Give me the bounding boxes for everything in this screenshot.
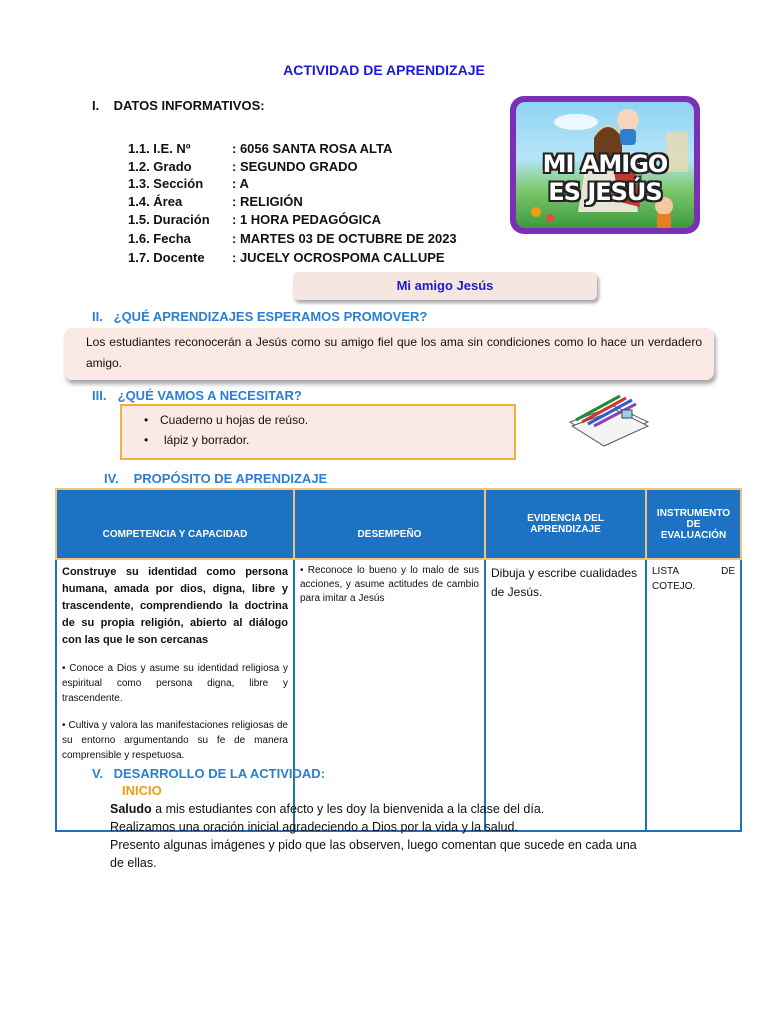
page-title: ACTIVIDAD DE APRENDIZAJE bbox=[283, 62, 485, 78]
paragraph-line: Realizamos una oración inicial agradeciendo a Dios por la vida y la salud. bbox=[110, 820, 518, 834]
info-label: 1.5. Duración bbox=[128, 212, 210, 227]
competencia-cell bbox=[56, 559, 294, 831]
lesson-banner-image bbox=[510, 96, 700, 234]
column-header: COMPETENCIA Y CAPACIDAD bbox=[56, 489, 294, 559]
instrumento-cell bbox=[646, 559, 741, 831]
section-title: PROPÓSITO DE APRENDIZAJE bbox=[133, 471, 328, 486]
banner-scene bbox=[516, 102, 694, 228]
evidencia-text: Dibuja y escribe cualidades de Jesús. bbox=[491, 566, 638, 599]
section-2-heading bbox=[92, 309, 427, 324]
info-label: 1.2. Grado bbox=[128, 159, 192, 174]
materials-list bbox=[120, 404, 516, 460]
evidencia-cell bbox=[485, 559, 646, 831]
material-text: Cuaderno u hojas de reúso. bbox=[160, 413, 309, 427]
section-4-heading bbox=[104, 471, 327, 486]
section-title: DATOS INFORMATIVOS: bbox=[113, 98, 265, 113]
info-value: : 1 HORA PEDAGÓGICA bbox=[232, 212, 382, 227]
info-row bbox=[128, 141, 392, 159]
bullet-icon: • bbox=[144, 413, 149, 427]
section-title: ¿QUÉ VAMOS A NECESITAR? bbox=[117, 388, 302, 403]
paragraph-line bbox=[110, 800, 650, 818]
greeting-bold-word: Saludo bbox=[110, 802, 152, 816]
info-label: 1.4. Área bbox=[128, 194, 183, 209]
section-number: IV. bbox=[104, 471, 119, 486]
capacidad-item: • Cultiva y valora las manifestaciones religiosas de su entorno argumentando su fe de manera comprensible y respetuosa. bbox=[62, 720, 288, 761]
section-title: DESARROLLO DE LA ACTIVIDAD: bbox=[113, 766, 325, 781]
info-value: : SEGUNDO GRADO bbox=[232, 159, 358, 174]
info-value: : 6056 SANTA ROSA ALTA bbox=[232, 141, 393, 156]
paragraph-line: Presento algunas imágenes y pido que las observen, luego comentan que sucede en cada una de ellas. bbox=[110, 838, 637, 870]
section-number: I. bbox=[92, 98, 100, 113]
info-row bbox=[128, 231, 457, 249]
section-number: III. bbox=[92, 388, 107, 403]
notebook-pencils-icon bbox=[562, 388, 652, 450]
info-label: 1.3. Sección bbox=[128, 176, 204, 191]
inicio-heading: INICIO bbox=[122, 783, 162, 798]
info-label: 1.7. Docente bbox=[128, 250, 205, 265]
info-value: : RELIGIÓN bbox=[232, 194, 303, 209]
info-row bbox=[128, 159, 358, 177]
list-item bbox=[144, 430, 514, 450]
material-text: lápiz y borrador. bbox=[164, 433, 250, 447]
list-item bbox=[144, 410, 514, 430]
info-row bbox=[128, 250, 445, 268]
column-header: EVIDENCIA DEL APRENDIZAJE bbox=[485, 489, 646, 559]
info-label: 1.1. I.E. Nº bbox=[128, 141, 191, 156]
info-row bbox=[128, 212, 381, 230]
section-1-heading bbox=[92, 98, 265, 113]
instrumento-text: LISTA DE COTEJO. bbox=[652, 566, 735, 592]
column-header: INSTRUMENTO DE EVALUACIÓN bbox=[646, 489, 741, 559]
section-title: ¿QUÉ APRENDIZAJES ESPERAMOS PROMOVER? bbox=[113, 309, 428, 324]
info-value: : MARTES 03 DE OCTUBRE DE 2023 bbox=[232, 231, 457, 246]
competencia-text: Construye su identidad como persona humana, amada por dios, digna, libre y trascendente, comprendiendo la doctrina de su propia religión, abierto al diálogo con las que le son cercanas bbox=[62, 566, 288, 646]
banner-title-line2: ES JESÚS bbox=[548, 178, 662, 206]
lesson-subtitle: Mi amigo Jesús bbox=[293, 272, 597, 300]
section-number: II. bbox=[92, 309, 103, 324]
table-header-row bbox=[56, 489, 741, 559]
desempeno-cell bbox=[294, 559, 485, 831]
info-row bbox=[128, 194, 303, 212]
bullet-icon: • bbox=[144, 433, 149, 447]
info-label: 1.6. Fecha bbox=[128, 231, 191, 246]
section-3-heading bbox=[92, 388, 302, 403]
capacidad-item: • Conoce a Dios y asume su identidad religiosa y espiritual como persona digna, libre y trascendente. bbox=[62, 663, 288, 704]
info-value: : A bbox=[232, 176, 249, 191]
greeting-text: a mis estudiantes con afecto y les doy la bienvenida a la clase del día. bbox=[151, 802, 545, 816]
info-row bbox=[128, 176, 249, 194]
banner-title-line1: MI AMIGO bbox=[542, 150, 668, 178]
column-header: DESEMPEÑO bbox=[294, 489, 485, 559]
section-number: V. bbox=[92, 766, 104, 781]
development-text bbox=[110, 800, 650, 872]
desempeno-text: • Reconoce lo bueno y lo malo de sus acciones, y asume actitudes de cambio para imitar a Jesús bbox=[300, 565, 479, 604]
learning-objective: Los estudiantes reconocerán a Jesús como su amigo fiel que los ama sin condiciones como lo hace un verdadero amigo. bbox=[64, 328, 714, 380]
info-value: : JUCELY OCROSPOMA CALLUPE bbox=[232, 250, 445, 265]
section-5-heading bbox=[92, 766, 325, 781]
